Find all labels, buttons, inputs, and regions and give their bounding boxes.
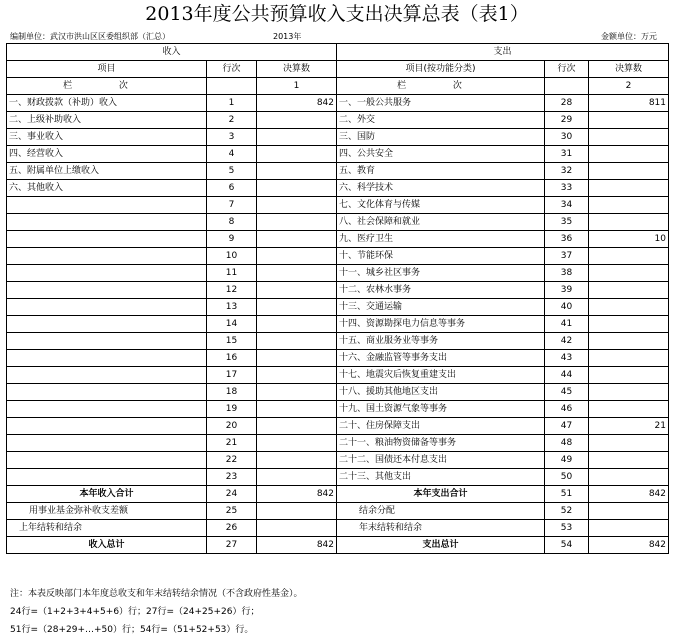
income-amount <box>257 112 337 129</box>
total-row <box>7 486 669 503</box>
prior-carryover-no: 26 <box>207 520 257 537</box>
income-row-no: 14 <box>207 316 257 333</box>
expenditure-item-name: 十九、国土资源气象等事务 <box>337 401 545 418</box>
expenditure-row-no-header: 行次 <box>545 61 589 78</box>
income-amount <box>257 316 337 333</box>
income-row-no: 6 <box>207 180 257 197</box>
expenditure-column-label: 栏 次 <box>337 78 545 95</box>
income-amount <box>257 197 337 214</box>
table-row <box>7 146 669 163</box>
expenditure-grand-total-amount: 842 <box>589 537 669 554</box>
expenditure-row-no: 44 <box>545 367 589 384</box>
income-item-name <box>7 299 207 316</box>
expenditure-section-header: 支出 <box>337 44 669 61</box>
expenditure-row-no: 46 <box>545 401 589 418</box>
table-row <box>7 367 669 384</box>
expenditure-row-no: 35 <box>545 214 589 231</box>
income-row-no: 2 <box>207 112 257 129</box>
table-row <box>7 95 669 112</box>
expenditure-amount <box>589 401 669 418</box>
expenditure-amount <box>589 435 669 452</box>
income-total-no: 24 <box>207 486 257 503</box>
income-item-name <box>7 265 207 282</box>
income-amount <box>257 350 337 367</box>
expenditure-amount <box>589 163 669 180</box>
table-row <box>7 469 669 486</box>
income-item-name <box>7 452 207 469</box>
expenditure-row-no: 30 <box>545 129 589 146</box>
expenditure-row-no: 49 <box>545 452 589 469</box>
year-end-carryover-amount <box>589 520 669 537</box>
income-amount <box>257 282 337 299</box>
table-row <box>7 350 669 367</box>
income-amount <box>257 231 337 248</box>
expenditure-total-no: 51 <box>545 486 589 503</box>
expenditure-item-name: 八、社会保障和就业 <box>337 214 545 231</box>
expenditure-column-index: 2 <box>589 78 669 95</box>
income-item-name: 二、上级补助收入 <box>7 112 207 129</box>
income-grand-total-label: 收入总计 <box>7 537 207 554</box>
expenditure-row-no: 50 <box>545 469 589 486</box>
income-row-no: 10 <box>207 248 257 265</box>
expenditure-row-no-blank <box>545 78 589 95</box>
offset-distribution-row <box>7 503 669 520</box>
expenditure-row-no: 33 <box>545 180 589 197</box>
income-row-no: 3 <box>207 129 257 146</box>
income-item-name <box>7 418 207 435</box>
expenditure-amount <box>589 197 669 214</box>
fund-offset-amount <box>257 503 337 520</box>
expenditure-amount <box>589 316 669 333</box>
income-item-name <box>7 367 207 384</box>
expenditure-item-name: 十八、援助其他地区支出 <box>337 384 545 401</box>
income-item-name <box>7 316 207 333</box>
expenditure-item-name: 四、公共安全 <box>337 146 545 163</box>
expenditure-item-name: 十二、农林水事务 <box>337 282 545 299</box>
currency-unit: 金额单位：万元 <box>601 32 657 41</box>
income-row-no: 8 <box>207 214 257 231</box>
expenditure-amount <box>589 469 669 486</box>
income-item-name <box>7 435 207 452</box>
expenditure-item-name: 十一、城乡社区事务 <box>337 265 545 282</box>
expenditure-row-no: 40 <box>545 299 589 316</box>
income-row-no: 9 <box>207 231 257 248</box>
expenditure-row-no: 47 <box>545 418 589 435</box>
footnote-line: 51行=（28+29+…+50）行；54行=（51+52+53）行。 <box>10 625 254 635</box>
section-header-row <box>7 44 669 61</box>
income-amount <box>257 146 337 163</box>
income-row-no: 5 <box>207 163 257 180</box>
table-row <box>7 265 669 282</box>
expenditure-item-name: 二十一、粮油物资储备等事务 <box>337 435 545 452</box>
income-item-name: 三、事业收入 <box>7 129 207 146</box>
year-end-carryover-label: 年末结转和结余 <box>337 520 545 537</box>
income-row-no: 1 <box>207 95 257 112</box>
expenditure-row-no: 29 <box>545 112 589 129</box>
expenditure-amount <box>589 112 669 129</box>
report-title: 2013年度公共预算收入支出决算总表（表1） <box>145 3 529 25</box>
income-item-name: 五、附属单位上缴收入 <box>7 163 207 180</box>
compiling-unit: 编制单位：武汉市洪山区区委组织部（汇总） <box>10 32 170 41</box>
expenditure-row-no: 42 <box>545 333 589 350</box>
table-row <box>7 401 669 418</box>
expenditure-row-no: 38 <box>545 265 589 282</box>
income-amount <box>257 265 337 282</box>
income-grand-total-no: 27 <box>207 537 257 554</box>
income-amount <box>257 129 337 146</box>
income-amount-header: 决算数 <box>257 61 337 78</box>
expenditure-total-amount: 842 <box>589 486 669 503</box>
income-item-name: 一、财政拨款（补助）收入 <box>7 95 207 112</box>
income-row-no: 19 <box>207 401 257 418</box>
expenditure-row-no: 48 <box>545 435 589 452</box>
income-grand-total-amount: 842 <box>257 537 337 554</box>
income-amount <box>257 452 337 469</box>
income-row-no: 11 <box>207 265 257 282</box>
table-row <box>7 282 669 299</box>
income-item-name <box>7 214 207 231</box>
expenditure-amount <box>589 384 669 401</box>
expenditure-row-no: 43 <box>545 350 589 367</box>
expenditure-amount <box>589 248 669 265</box>
expenditure-amount <box>589 214 669 231</box>
income-row-no: 12 <box>207 282 257 299</box>
expenditure-grand-total-no: 54 <box>545 537 589 554</box>
expenditure-item-name: 七、文化体育与传媒 <box>337 197 545 214</box>
income-item-name <box>7 197 207 214</box>
income-amount <box>257 384 337 401</box>
income-amount <box>257 435 337 452</box>
expenditure-item-name: 十五、商业服务业等事务 <box>337 333 545 350</box>
column-index-row <box>7 78 669 95</box>
expenditure-amount <box>589 367 669 384</box>
income-section-header: 收入 <box>7 44 337 61</box>
expenditure-row-no: 39 <box>545 282 589 299</box>
income-item-name: 六、其他收入 <box>7 180 207 197</box>
expenditure-amount: 811 <box>589 95 669 112</box>
income-amount <box>257 418 337 435</box>
expenditure-item-name: 六、科学技术 <box>337 180 545 197</box>
column-header-row <box>7 61 669 78</box>
table-row <box>7 129 669 146</box>
income-total-amount: 842 <box>257 486 337 503</box>
table-row <box>7 299 669 316</box>
table-row <box>7 435 669 452</box>
income-row-no: 22 <box>207 452 257 469</box>
income-amount <box>257 299 337 316</box>
income-row-no: 18 <box>207 384 257 401</box>
income-amount <box>257 214 337 231</box>
surplus-distribution-amount <box>589 503 669 520</box>
expenditure-item-name: 十四、资源勘探电力信息等事务 <box>337 316 545 333</box>
income-row-no-blank <box>207 78 257 95</box>
report-year: 2013年 <box>273 32 302 41</box>
expenditure-amount: 10 <box>589 231 669 248</box>
income-item-name <box>7 231 207 248</box>
table-row <box>7 316 669 333</box>
expenditure-item-name: 十三、交通运输 <box>337 299 545 316</box>
table-row <box>7 333 669 350</box>
table-row <box>7 248 669 265</box>
table-row <box>7 231 669 248</box>
grand-total-row <box>7 537 669 554</box>
expenditure-amount-header: 决算数 <box>589 61 669 78</box>
income-amount <box>257 180 337 197</box>
expenditure-item-name: 九、医疗卫生 <box>337 231 545 248</box>
income-item-name <box>7 248 207 265</box>
income-item-name <box>7 401 207 418</box>
income-item-name: 四、经营收入 <box>7 146 207 163</box>
expenditure-row-no: 45 <box>545 384 589 401</box>
expenditure-amount <box>589 299 669 316</box>
surplus-distribution-label: 结余分配 <box>337 503 545 520</box>
expenditure-amount: 21 <box>589 418 669 435</box>
expenditure-amount <box>589 282 669 299</box>
income-row-no-header: 行次 <box>207 61 257 78</box>
expenditure-amount <box>589 180 669 197</box>
income-item-name <box>7 384 207 401</box>
table-row <box>7 112 669 129</box>
expenditure-amount <box>589 452 669 469</box>
table-row <box>7 384 669 401</box>
income-amount <box>257 248 337 265</box>
income-amount <box>257 163 337 180</box>
expenditure-row-no: 31 <box>545 146 589 163</box>
expenditure-item-name: 三、国防 <box>337 129 545 146</box>
income-row-no: 17 <box>207 367 257 384</box>
income-item-name <box>7 469 207 486</box>
table-row <box>7 452 669 469</box>
expenditure-item-name: 二十三、其他支出 <box>337 469 545 486</box>
income-row-no: 23 <box>207 469 257 486</box>
income-amount <box>257 469 337 486</box>
table-row <box>7 197 669 214</box>
income-amount: 842 <box>257 95 337 112</box>
expenditure-item-name: 二十二、国债还本付息支出 <box>337 452 545 469</box>
expenditure-row-no: 34 <box>545 197 589 214</box>
income-amount <box>257 333 337 350</box>
income-total-label: 本年收入合计 <box>7 486 207 503</box>
expenditure-row-no: 41 <box>545 316 589 333</box>
expenditure-item-name: 五、教育 <box>337 163 545 180</box>
expenditure-item-name: 一、一般公共服务 <box>337 95 545 112</box>
expenditure-row-no: 37 <box>545 248 589 265</box>
expenditure-item-name: 二十、住房保障支出 <box>337 418 545 435</box>
income-row-no: 15 <box>207 333 257 350</box>
expenditure-amount <box>589 146 669 163</box>
income-amount <box>257 367 337 384</box>
income-row-no: 21 <box>207 435 257 452</box>
expenditure-row-no: 28 <box>545 95 589 112</box>
expenditure-amount <box>589 333 669 350</box>
prior-carryover-amount <box>257 520 337 537</box>
footnotes <box>10 585 303 639</box>
table-row <box>7 214 669 231</box>
expenditure-item-name: 二、外交 <box>337 112 545 129</box>
expenditure-total-label: 本年支出合计 <box>337 486 545 503</box>
income-row-no: 4 <box>207 146 257 163</box>
footnote-line: 注：本表反映部门本年度总收支和年末结转结余情况（不含政府性基金）。 <box>10 589 303 599</box>
expenditure-row-no: 36 <box>545 231 589 248</box>
year-end-carryover-no: 53 <box>545 520 589 537</box>
budget-summary-table <box>6 43 669 554</box>
income-row-no: 20 <box>207 418 257 435</box>
income-item-name <box>7 350 207 367</box>
income-column-index: 1 <box>257 78 337 95</box>
footnote-line: 24行=（1+2+3+4+5+6）行；27行=（24+25+26）行； <box>10 607 260 617</box>
income-item-name <box>7 282 207 299</box>
prior-carryover-label: 上年结转和结余 <box>7 520 207 537</box>
income-item-name <box>7 333 207 350</box>
surplus-distribution-no: 52 <box>545 503 589 520</box>
expenditure-item-header: 项目(按功能分类) <box>337 61 545 78</box>
income-amount <box>257 401 337 418</box>
expenditure-item-name: 十、节能环保 <box>337 248 545 265</box>
income-column-label: 栏 次 <box>7 78 207 95</box>
income-row-no: 7 <box>207 197 257 214</box>
income-row-no: 13 <box>207 299 257 316</box>
expenditure-grand-total-label: 支出总计 <box>337 537 545 554</box>
table-row <box>7 418 669 435</box>
expenditure-row-no: 32 <box>545 163 589 180</box>
income-row-no: 16 <box>207 350 257 367</box>
expenditure-amount <box>589 265 669 282</box>
fund-offset-label: 用事业基金弥补收支差额 <box>7 503 207 520</box>
income-item-header: 项目 <box>7 61 207 78</box>
table-row <box>7 180 669 197</box>
expenditure-item-name: 十六、金融监管等事务支出 <box>337 350 545 367</box>
expenditure-item-name: 十七、地震灾后恢复重建支出 <box>337 367 545 384</box>
fund-offset-no: 25 <box>207 503 257 520</box>
expenditure-amount <box>589 129 669 146</box>
expenditure-amount <box>589 350 669 367</box>
table-row <box>7 163 669 180</box>
carryover-row <box>7 520 669 537</box>
